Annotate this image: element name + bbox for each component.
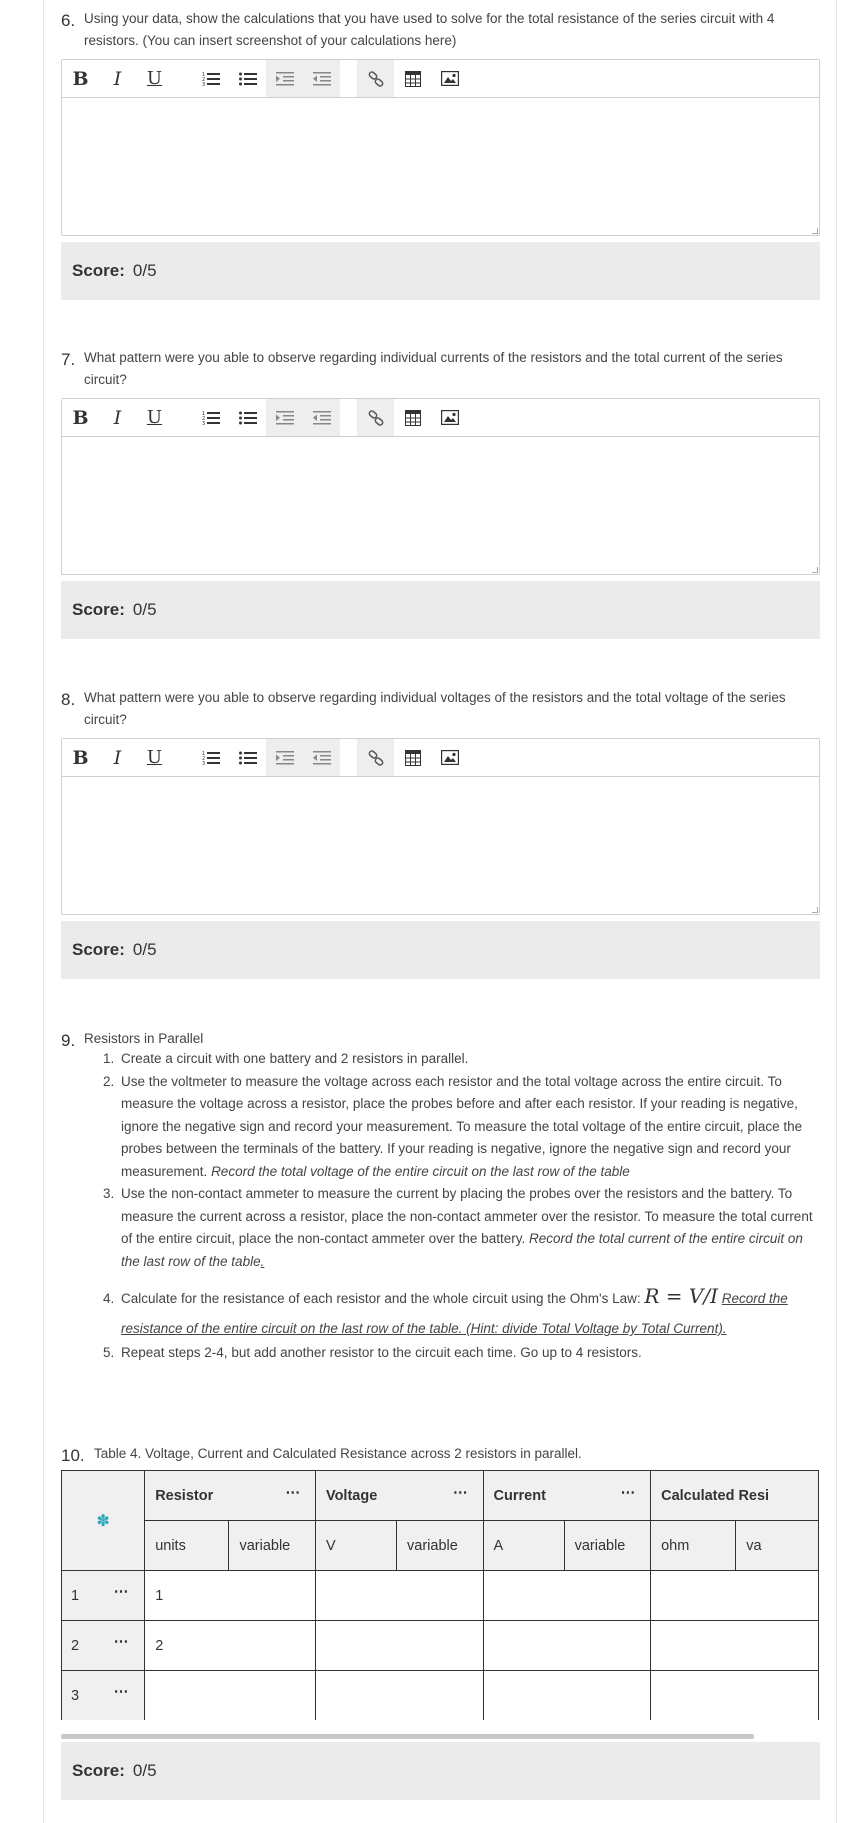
score-value: 0/5 [132,600,157,619]
column-header-label: Voltage [325,1487,378,1504]
units-cell[interactable]: A [483,1521,564,1571]
outdent-button[interactable] [303,60,340,97]
link-icon [368,71,384,87]
answer-textarea[interactable] [62,437,819,574]
row-header[interactable] [62,1671,145,1721]
question-number: 10. [61,1446,85,1465]
question-10 [61,1443,820,1466]
table-cell[interactable]: 1 [145,1571,316,1621]
link-button[interactable] [357,399,394,436]
score-bar [61,581,820,639]
rich-text-editor [61,738,820,915]
row-label: 1 [71,1587,80,1604]
numbered-list-icon [202,71,220,87]
score-bar [61,1742,820,1800]
row-label: 2 [71,1637,80,1654]
answer-textarea[interactable] [62,98,819,235]
editor-toolbar [62,739,819,777]
svg-text:3: 3 [201,760,205,766]
image-button[interactable] [431,399,468,436]
outdent-icon [313,72,331,86]
image-icon [441,410,459,425]
question-title: Resistors in Parallel [84,1031,204,1046]
table-caption: Table 4. Voltage, Current and Calculated Resistance across 2 resistors in parallel. [94,1446,582,1461]
question-number: 6. [61,11,76,30]
variable-cell[interactable]: variable [564,1521,651,1571]
ohms-law-formula [644,1284,718,1308]
bold-button[interactable]: B [72,67,89,90]
column-header-voltage[interactable] [315,1471,483,1521]
table-icon [405,71,421,87]
table-cell[interactable] [315,1621,483,1671]
score-label: Score: [72,261,125,280]
bullet-list-button[interactable] [229,60,266,97]
indent-icon [276,751,294,765]
table-cell[interactable] [145,1671,316,1721]
column-header-label: Resistor [155,1487,214,1504]
question-text: Using your data, show the calculations that you have used to solve for the total resistance of the series circuit with 4 resistors. (You can insert screenshot of your calculations here) [84,11,775,48]
gear-icon[interactable]: ✽ [96,1512,110,1530]
column-header-resistor[interactable] [145,1471,316,1521]
indent-button[interactable] [266,739,303,776]
svg-text:3: 3 [201,420,205,426]
numbered-list-icon [202,750,220,766]
svg-text:2: 2 [201,755,205,762]
bullet-list-icon [239,750,257,766]
score-bar [61,921,820,979]
outdent-button[interactable] [303,399,340,436]
bullet-list-icon [239,71,257,87]
step-text: Use the non-contact ammeter to measure the current by placing the probes over the resistors and the battery. To measure the current across a resistor, place the non-contact ammeter over the resistor. To measure the total current of the entire circuit, place the non-contact ammeter over the battery. [121,1186,813,1246]
step-period: . [260,1253,265,1269]
question-number: 8. [61,690,76,709]
table-row [62,1571,819,1621]
indent-icon [276,72,294,86]
bullet-list-button[interactable] [229,399,266,436]
question-7 [61,347,820,639]
underline-button[interactable]: U [146,407,163,428]
table-row [62,1671,819,1721]
link-icon [368,410,384,426]
table-button[interactable] [394,399,431,436]
underline-button[interactable]: U [146,747,163,768]
svg-text:3: 3 [201,81,205,87]
score-label: Score: [72,600,125,619]
svg-text:1: 1 [201,71,205,78]
step-text: Repeat steps 2-4, but add another resistor to the circuit each time. Go up to 4 resistors. [121,1345,642,1360]
math-rhs: V/I [688,1284,718,1308]
step-note: Record the resistance of the entire circuit on the last row of the table. (Hint: divide Total Voltage by Total Current). [121,1291,788,1336]
variable-cell[interactable]: variable [229,1521,316,1571]
instruction-list [96,1048,820,1365]
row-header[interactable] [62,1621,145,1671]
numbered-list-icon [202,410,220,426]
table-icon [405,750,421,766]
image-button[interactable] [431,739,468,776]
question-9 [61,1028,820,1365]
resize-handle[interactable] [812,567,818,573]
math-r: R [644,1284,660,1308]
table-cell[interactable] [651,1621,819,1671]
step-note: Record the total current of the entire circuit on the last row of the table [121,1231,803,1269]
outdent-button[interactable] [303,739,340,776]
row-header[interactable] [62,1571,145,1621]
question-text: What pattern were you able to observe regarding individual voltages of the resistors and the total voltage of the series circuit? [84,690,786,727]
underline-button[interactable]: U [146,68,163,89]
variable-cell[interactable]: va [736,1521,819,1571]
table-cell[interactable] [483,1571,651,1621]
svg-text:2: 2 [201,415,205,422]
list-item [118,1342,820,1365]
bold-button[interactable]: B [72,406,89,429]
math-equals: = [665,1284,683,1308]
score-bar [61,242,820,300]
question-10-score [61,1742,820,1800]
step-note: Record the total voltage of the entire circuit on the last row of the table [211,1163,630,1179]
data-table [61,1470,819,1720]
column-menu-icon[interactable]: ⋯ [453,1485,467,1501]
table-button[interactable] [394,739,431,776]
column-menu-icon[interactable]: ⋯ [620,1485,635,1501]
italic-button[interactable]: I [113,406,122,429]
link-button[interactable] [357,60,394,97]
indent-icon [276,411,294,425]
rich-text-editor [61,59,820,236]
table-cell[interactable] [651,1571,819,1621]
table-cell[interactable] [483,1671,651,1721]
step-text: Use the voltmeter to measure the voltage across each resistor and the total voltage across the entire circuit. To measure the voltage across a resistor, place the probes before and after each resistor. If your reading is negative, ignore the negative sign and record your measurement. To measure the total voltage of the entire circuit, place the probes between the terminals of the battery. If your reading is negative, ignore the negative sign and record your measurement. [121,1073,803,1179]
italic-button[interactable]: I [113,746,122,769]
list-item [118,1281,820,1344]
units-cell[interactable]: units [145,1521,229,1571]
resize-handle[interactable] [812,907,818,913]
table-cell[interactable] [651,1671,819,1721]
list-item [118,1048,820,1071]
svg-text:1: 1 [201,410,205,417]
question-6 [61,8,820,300]
image-icon [441,750,459,765]
score-value: 0/5 [132,1761,157,1780]
link-button[interactable] [357,739,394,776]
numbered-list-button[interactable] [192,399,229,436]
indent-button[interactable] [266,60,303,97]
link-icon [368,750,384,766]
question-8 [61,687,820,979]
table-cell[interactable] [315,1571,483,1621]
outdent-icon [313,411,331,425]
table-button[interactable] [394,60,431,97]
rich-text-editor [61,398,820,575]
answer-textarea[interactable] [62,777,819,914]
bullet-list-button[interactable] [229,739,266,776]
column-header-label: Current [493,1487,546,1504]
bullet-list-icon [239,410,257,426]
score-label: Score: [72,1761,125,1780]
table-row [62,1621,819,1671]
score-label: Score: [72,940,125,959]
row-menu-icon[interactable]: ⋯ [113,1584,128,1600]
row-menu-icon[interactable]: ⋯ [113,1634,128,1650]
horizontal-scrollbar[interactable] [61,1734,754,1739]
table-icon [405,410,421,426]
table-settings-cell[interactable] [62,1471,145,1571]
column-header-calculated-resistance[interactable] [651,1471,819,1521]
column-header-label: Calculated Resi [661,1487,770,1504]
table-cell[interactable] [483,1621,651,1671]
score-value: 0/5 [132,261,157,280]
table-cell[interactable] [315,1671,483,1721]
units-cell[interactable]: ohm [651,1521,736,1571]
question-text: What pattern were you able to observe regarding individual currents of the resistors and the total current of the series circuit? [84,350,783,387]
italic-button[interactable]: I [113,67,122,90]
data-table-scroll-container[interactable] [61,1470,819,1720]
image-button[interactable] [431,60,468,97]
question-number: 9. [61,1031,76,1050]
numbered-list-button[interactable] [192,60,229,97]
table-cell[interactable]: 2 [145,1621,316,1671]
image-icon [441,71,459,86]
indent-button[interactable] [266,399,303,436]
row-label: 3 [71,1687,80,1704]
list-item [118,1183,820,1273]
numbered-list-button[interactable] [192,739,229,776]
list-item [118,1071,820,1184]
row-menu-icon[interactable]: ⋯ [113,1684,128,1700]
step-text: Create a circuit with one battery and 2 resistors in parallel. [121,1051,469,1066]
units-cell[interactable]: V [315,1521,396,1571]
score-value: 0/5 [132,940,157,959]
editor-toolbar [62,399,819,437]
editor-toolbar [62,60,819,98]
svg-text:2: 2 [201,76,205,83]
outdent-icon [313,751,331,765]
resize-handle[interactable] [812,228,818,234]
question-number: 7. [61,350,76,369]
variable-cell[interactable]: variable [397,1521,484,1571]
bold-button[interactable]: B [72,746,89,769]
column-menu-icon[interactable]: ⋯ [285,1485,299,1501]
column-header-current[interactable] [483,1471,651,1521]
step-text: Calculate for the resistance of each resistor and the whole circuit using the Ohm's Law: [121,1291,641,1306]
svg-text:1: 1 [201,750,205,757]
